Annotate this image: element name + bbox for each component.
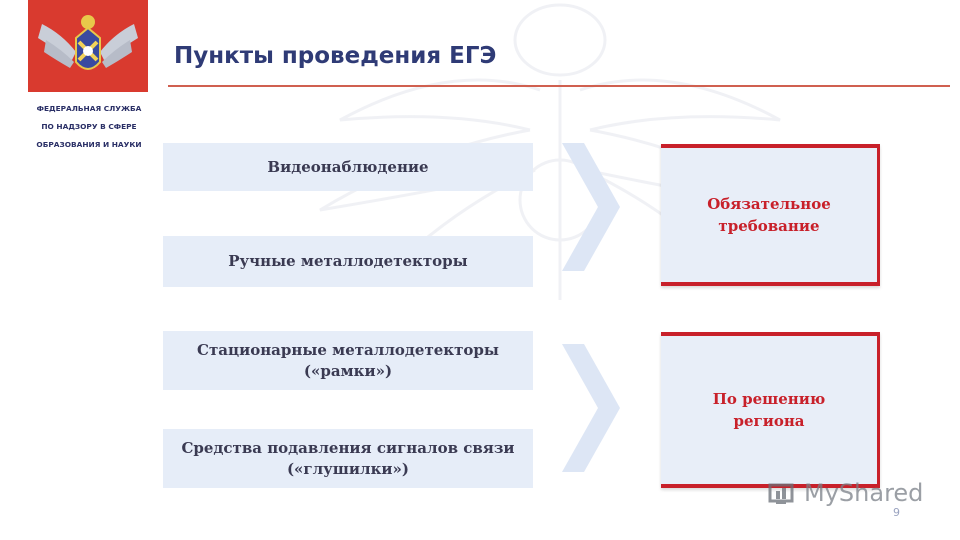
agency-logo (28, 0, 148, 92)
agency-name: ФЕДЕРАЛЬНАЯ СЛУЖБА ПО НАДЗОРУ В СФЕРЕ ОБРАЗОВАНИЯ И НАУКИ (36, 104, 142, 149)
page-title: Пункты проведения ЕГЭ (174, 43, 497, 69)
page-number: 9 (893, 506, 900, 519)
emblem-eagle-icon (32, 4, 144, 88)
title-divider (168, 85, 950, 87)
myshared-logo-icon (768, 479, 798, 507)
result-regional: По решению региона (661, 332, 880, 488)
myshared-watermark: MyShared (768, 479, 923, 507)
item-stationary-frames: Стационарные металлодетекторы («рамки») (163, 331, 533, 390)
chevron-right-icon (562, 344, 624, 472)
result-mandatory: Обязательное требование (661, 144, 880, 286)
item-signal-jammers: Средства подавления сигналов связи («глушилки») (163, 429, 533, 488)
chevron-right-icon (562, 143, 624, 271)
item-hand-metal-detectors: Ручные металлодетекторы (163, 236, 533, 287)
item-video-surveillance: Видеонаблюдение (163, 143, 533, 191)
